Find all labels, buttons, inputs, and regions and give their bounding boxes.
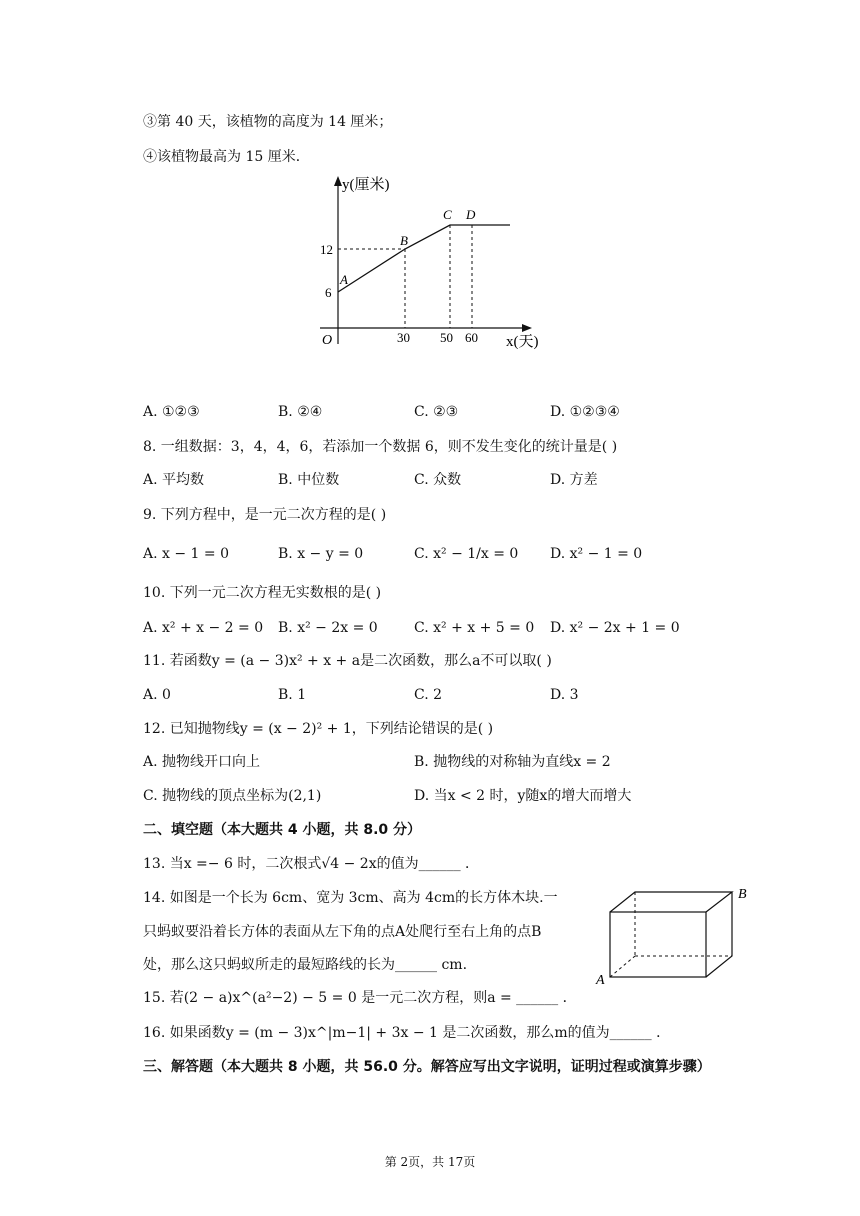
x-axis-label: x(天) [506, 334, 539, 350]
cuboid-front-face [610, 912, 706, 977]
origin-label: O [322, 333, 333, 348]
cuboid-figure [592, 882, 760, 987]
q12-option-b[interactable]: B. 抛物线的对称轴为直线x = 2 [414, 754, 611, 770]
cuboid-right-face [706, 892, 732, 977]
statement-3: ③第 40 天，该植物的高度为 14 厘米； [143, 114, 393, 130]
q11-option-b[interactable]: B. 1 [278, 687, 307, 703]
x-tick-60: 60 [465, 330, 478, 345]
q12-stem: 12. 已知抛物线y = (x − 2)² + 1，下列结论错误的是( ) [143, 721, 494, 737]
q11-stem: 11. 若函数y = (a − 3)x² + x + a是二次函数，那么a不可以取( ) [143, 653, 552, 669]
point-a-label: A [340, 272, 348, 287]
q15: 15. 若(2 − a)x^(a²−2) − 5 = 0 是一元二次方程，则a = ______ ． [143, 990, 577, 1006]
q7-option-b[interactable]: B. ②④ [278, 404, 323, 420]
cuboid-label-b: B [738, 887, 747, 902]
section-3-heading: 三、解答题（本大题共 8 小题，共 56.0 分。解答应写出文字说明，证明过程或演算步骤） [143, 1059, 711, 1075]
q9-option-b[interactable]: B. x − y = 0 [278, 546, 364, 562]
q11-option-a[interactable]: A. 0 [143, 687, 171, 703]
q8-stem: 8. 一组数据：3，4，4，6，若添加一个数据 6，则不发生变化的统计量是( ) [143, 439, 618, 455]
q8-option-d[interactable]: D. 方差 [550, 472, 598, 488]
q8-option-c[interactable]: C. 众数 [414, 472, 462, 488]
q10-option-c[interactable]: C. x² + x + 5 = 0 [414, 620, 535, 636]
q9-stem: 9. 下列方程中，是一元二次方程的是( ) [143, 507, 387, 523]
q11-option-d[interactable]: D. 3 [550, 687, 579, 703]
q12-option-c[interactable]: C. 抛物线的顶点坐标为(2,1) [143, 788, 322, 804]
x-arrow-icon [522, 324, 532, 332]
q11-option-c[interactable]: C. 2 [414, 687, 443, 703]
cuboid-hidden-depth [610, 956, 635, 977]
cuboid-top-face [610, 892, 732, 912]
y-tick-6: 6 [325, 285, 332, 300]
x-tick-30: 30 [397, 330, 410, 345]
point-d-label: D [466, 207, 476, 222]
y-arrow-icon [334, 176, 342, 186]
q7-option-d[interactable]: D. ①②③④ [550, 404, 620, 420]
point-c-label: C [443, 207, 452, 222]
q8-option-a[interactable]: A. 平均数 [143, 472, 205, 488]
q14-line-1: 14. 如图是一个长为 6cm、宽为 3cm、高为 4cm的长方体木块.一 [143, 890, 558, 906]
growth-line [338, 225, 510, 292]
q8-option-b[interactable]: B. 中位数 [278, 472, 340, 488]
q16: 16. 如果函数y = (m − 3)x^|m−1| + 3x − 1 是二次函数，那么m的值为______ ． [143, 1025, 671, 1041]
statement-4: ④该植物最高为 15 厘米． [143, 149, 310, 165]
y-tick-12: 12 [320, 242, 333, 257]
q10-option-d[interactable]: D. x² − 2x + 1 = 0 [550, 620, 680, 636]
q7-option-a[interactable]: A. ①②③ [143, 404, 200, 420]
q9-option-a[interactable]: A. x − 1 = 0 [143, 546, 229, 562]
q10-option-a[interactable]: A. x² + x − 2 = 0 [143, 620, 264, 636]
q12-option-a[interactable]: A. 抛物线开口向上 [143, 754, 261, 770]
q9-option-d[interactable]: D. x² − 1 = 0 [550, 546, 643, 562]
q14-line-3: 处，那么这只蚂蚁所走的最短路线的长为______ cm. [143, 957, 468, 973]
x-tick-50: 50 [440, 330, 453, 345]
y-axis-label: y(厘米) [342, 177, 390, 193]
cuboid-label-a: A [596, 973, 605, 987]
q10-option-b[interactable]: B. x² − 2x = 0 [278, 620, 378, 636]
section-2-heading: 二、填空题（本大题共 4 小题，共 8.0 分） [143, 822, 422, 838]
point-b-label: B [400, 233, 408, 248]
q13: 13. 当x =− 6 时，二次根式√4 − 2x的值为______ ． [143, 856, 480, 872]
q10-stem: 10. 下列一元二次方程无实数根的是( ) [143, 585, 382, 601]
q7-option-c[interactable]: C. ②③ [414, 404, 459, 420]
q12-option-d[interactable]: D. 当x < 2 时，y随x的增大而增大 [414, 788, 632, 804]
q14-line-2: 只蚂蚁要沿着长方体的表面从左下角的点A处爬行至右上角的点B [143, 924, 542, 940]
q9-option-c[interactable]: C. x² − 1/x = 0 [414, 546, 519, 562]
height-graph [310, 172, 550, 357]
page-footer: 第 2页，共 17页 [384, 1155, 476, 1169]
